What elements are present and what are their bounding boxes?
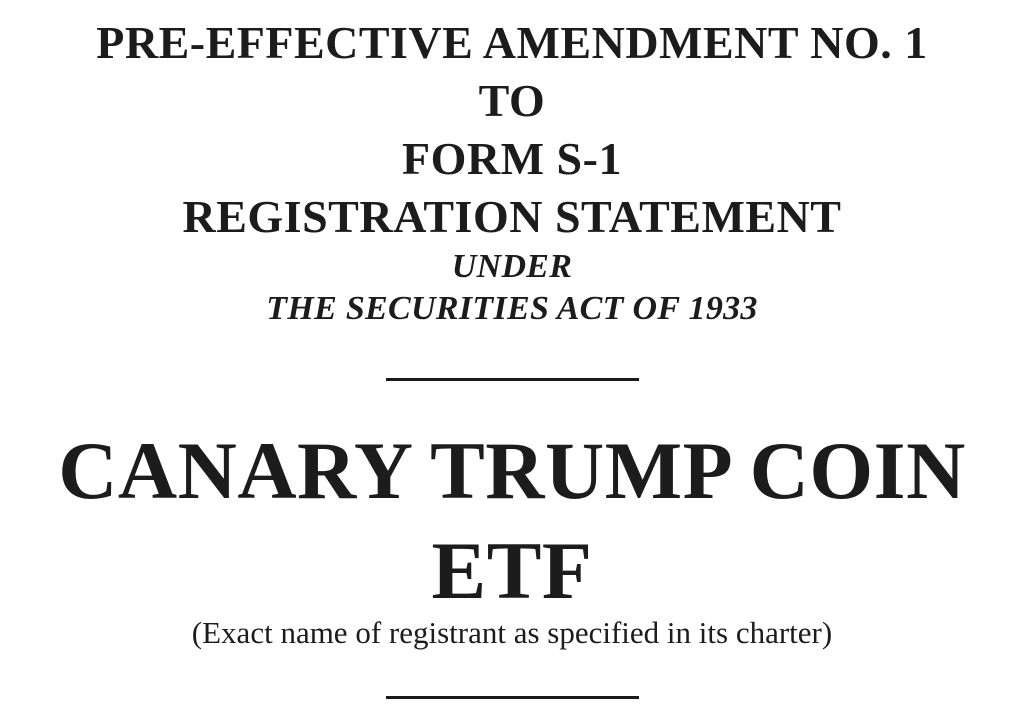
section-divider-bottom (386, 696, 639, 699)
registrant-name-line-2: ETF (431, 525, 593, 616)
to-line: TO (478, 75, 546, 126)
form-type-line: FORM S-1 (402, 133, 622, 184)
securities-act-block (0, 246, 1024, 330)
registration-statement-line: REGISTRATION STATEMENT (182, 191, 842, 242)
form-header-block (0, 0, 1024, 246)
amendment-title-line: PRE-EFFECTIVE AMENDMENT NO. 1 (96, 17, 928, 68)
registrant-name-title (0, 421, 1024, 621)
securities-act-line: THE SECURITIES ACT OF 1933 (266, 290, 758, 327)
section-divider-top (386, 378, 639, 381)
under-line: UNDER (451, 248, 573, 285)
registrant-name-line-1: CANARY TRUMP COIN (58, 425, 966, 516)
registrant-caption: (Exact name of registrant as specified in its charter) (191, 615, 833, 650)
